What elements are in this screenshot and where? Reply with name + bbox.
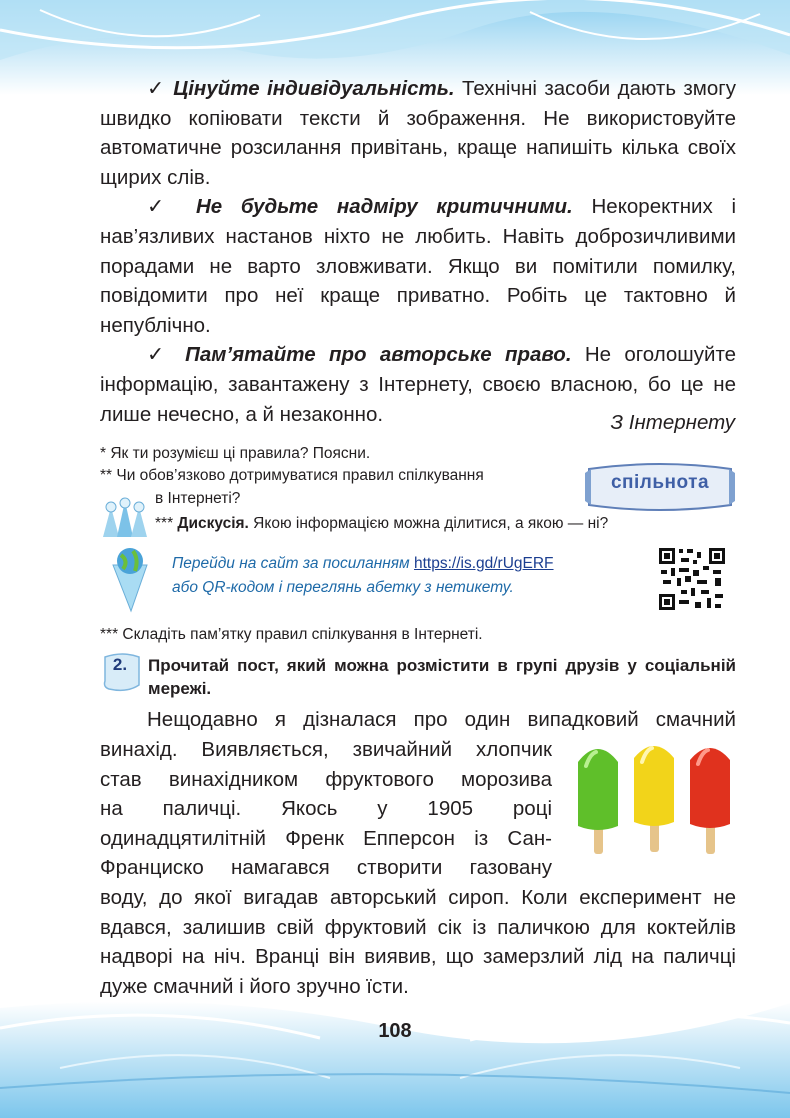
rule-text: Не оголошуйте інформацію, завантажену з Інтернету, своєю власною, бо це не лише нечесно, а й незаконно. [100,343,736,426]
story-line: винахід. Виявляється, звичайний хлопчик [100,738,552,761]
question-4: *** Складіть пам’ятку правил спілкування в Інтернеті. [100,626,483,643]
story-line: на паличці. Якось у 1905 році [100,797,552,821]
task-number-badge [101,651,145,695]
question-2-line2: в Інтернеті? [155,490,241,507]
qr-code-icon[interactable] [657,546,727,612]
task-text: Прочитай пост, який можна розмістити в групі друзів у соціальній мережі. [148,656,736,698]
page-number: 108 [378,1020,412,1042]
check-icon: ✓ [147,195,178,219]
question-1: * Як ти розумієш ці правила? Поясни. [100,445,371,462]
rule-title: Цінуйте індивідуальність. [173,77,455,100]
check-icon: ✓ [147,77,166,100]
question-2-line1: ** Чи обов’язково дотримуватися правил спілкування [100,467,484,484]
story-rest: воду, до якої вигадав авторський сироп. Коли експеримент не вдався, залишив свій фруктовий сік із паличкою для коктейлів надворі на ніч. Вранці він виявив, що замерзлий лід на паличці дуже смачний і його зручно їсти. [100,886,736,998]
check-icon: ✓ [147,343,172,367]
task-number: 2. [112,655,128,674]
story-line: Франциско намагався створити газовану [100,856,552,880]
link-instruction-before: Перейди на сайт за посиланням [172,555,414,572]
resource-link[interactable]: https://is.gd/rUgERF [413,555,554,572]
discussion-people-icon [97,497,153,541]
popsicles-illustration [572,742,738,858]
story-line: одинадцятилітній Френк Епперсон із Сан- [100,826,552,850]
rule-paragraph [100,74,736,192]
question-3-label: Дискусія. [177,515,249,532]
story-first-line: Нещодавно я дізналася про один випадковий смачний [147,708,736,731]
bottom-decoration [0,968,790,1118]
rule-title: Пам’ятайте про авторське право. [185,343,572,367]
rule-text: Технічні засоби дають змогу швидко копіювати тексти й зображення. Не використовуйте автоматичне розсилання привітань, краще напишіть кілька своїх щирих слів. [100,77,737,189]
question-3-text: Якою інформацією можна ділитися, а якою — ні? [248,515,609,532]
rule-paragraph [100,192,736,340]
source-attribution: З Інтернету [610,411,735,434]
rule-title: Не будьте надміру критичними. [195,195,573,219]
story-narrow-block [100,735,552,883]
story-line: став винахідником фруктового морозива [100,767,552,791]
community-banner-label: спільнота [610,472,710,493]
rule-text: Некоректних і нав’язливих настанов ніхто не любить. Навіть доброзичливими порадами не варто зловживати. Якщо ви помітили помилку, повідомити про неї краще приватно. Робіть це тактовно й непублічно. [100,195,736,337]
globe-icon [101,545,159,613]
question-3-prefix: *** [155,515,178,532]
question-3 [155,513,608,534]
link-instruction [172,552,642,600]
rules-block [100,74,736,429]
link-instruction-after: або QR-кодом і переглянь абетку з нетикету. [172,579,514,596]
